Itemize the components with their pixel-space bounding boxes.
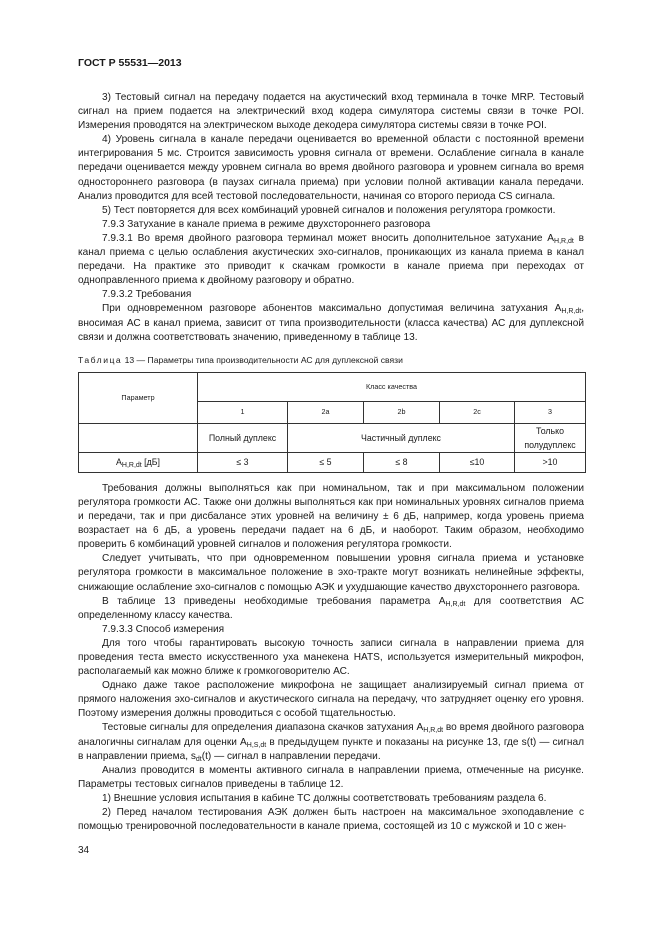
empty-cell <box>79 423 198 452</box>
paragraph-step-5: 5) Тест повторяется для всех комбинаций уровней сигналов и положения регулятора громкости. <box>102 204 556 216</box>
duplex-partial-cell: Частичный дуплекс <box>288 423 515 452</box>
class-cell: 2c <box>440 401 515 423</box>
table-caption: Таблица 13 — Параметры типа производительности АС для дуплексной связи <box>78 354 403 365</box>
performance-table <box>78 372 586 473</box>
paragraph-analysis: Анализ проводится в моменты активного сигнала в направлении приема, отмеченные на рисунке. Параметры тестовых сигналов приведены в таблице 12. <box>78 764 584 790</box>
class-cell: 2a <box>288 401 364 423</box>
section-heading-7-9-3: 7.9.3 Затухание в канале приема в режиме двухстороннего разговора <box>102 218 431 230</box>
paragraph-table-reference: В таблице 13 приведены необходимые требования параметра $A_{H,R,dt}$ для соответствия АС определенному классу качества. <box>78 595 584 621</box>
paragraph-7-9-3-1: 7.9.3.1 Во время двойного разговора терминал может вносить дополнительное затухание $A_{H,R,dt}$ в канал приема с целью ослабления акустических эхо-сигналов, проникающих из канала приема в канал передачи. На практике это приводит к скачкам громкости в канале приема при переходах от одноправленного приема к двойному разговору и обратно. <box>78 232 584 287</box>
duplex-half-cell: Только полудуплекс <box>515 423 586 452</box>
paragraph-microphone: Для того чтобы гарантировать высокую точность записи сигнала в направлении приема для проведения теста вместо искусственного уха манекена HATS, используется измерительный микрофон, располагаемый как можно ближе к громкоговорителю АС. <box>78 637 584 678</box>
paragraph-step-1: 1) Внешние условия испытания в кабине ТС должны соответствовать требованиям раздела 6. <box>102 792 547 804</box>
row-label-cell: $A_{H,R,dt}$ [дБ] <box>79 452 198 472</box>
paragraph-step-3: 3) Тестовый сигнал на передачу подается на акустический вход терминала в точке MRP. Тестовый сигнал на прием подается на электрический вход кодера симулятора системы связи в точке POI. Измерения проводятся на электрическом выходе декодера симулятора системы связи в точке POI. <box>78 92 584 132</box>
paragraph-volume-requirements: Требования должны выполняться как при номинальном, так и при максимальном положении регулятора громкости АС. Также они должны выполняться как при номинальных уровнях сигналов приема и передачи, так и при дисбалансе этих уровней на величину ± 6 дБ, например, когда уровень приема возрастает на 6 дБ, а уровень передачи падает на 6 дБ, и наоборот. Таким образом, необходимо проверить 6 комбинаций уровней сигналов и положения регулятора громкости. <box>78 482 584 551</box>
paragraph-requirements: При одновременном разговоре абонентов максимально допустимая величина затухания $A_{H,R,dt}$, вносимая АС в канал приема, зависит от типа производительности (класса качества) АС для дуплексной связи и должна соответствовать значению, приведенному в таблице 13. <box>78 303 584 343</box>
value-cell: ≤10 <box>440 452 515 472</box>
value-cell: ≤ 3 <box>198 452 288 472</box>
paragraph-step-2: 2) Перед началом тестирования АЭК должен быть настроен на максимальное эхоподавление с помощью тренировочной последовательности в канале приема, состоящей из 10 с мужской и 10 с жен- <box>78 807 584 833</box>
class-header: Класс качества <box>198 372 586 401</box>
document-header: ГОСТ Р 55531—2013 <box>78 57 182 69</box>
paragraph-nonlinear-effects: Следует учитывать, что при одновременном повышении уровня сигнала приема и установке регулятора громкости в максимальное положение в эхо-тракте могут возникать нелинейные эффекты, снижающие ослабление эхо-сигналов с помощью АЭК и ухудшающие качество двухстороннего разговора. <box>78 553 584 593</box>
document-body <box>78 91 584 834</box>
class-cell: 1 <box>198 401 288 423</box>
value-cell: ≤ 5 <box>288 452 364 472</box>
section-heading-7-9-3-2: 7.9.3.2 Требования <box>102 289 192 301</box>
value-cell: ≤ 8 <box>364 452 440 472</box>
section-heading-7-9-3-3: 7.9.3.3 Способ измерения <box>102 623 225 635</box>
paragraph-echo: Однако даже такое расположение микрофона не защищает анализируемый сигнал приема от прямого наложения эхо-сигналов и акустического сигнала на передачу, что затрудняет оценку его уровня. Поэтому измерения должны проводиться с особой тщательностью. <box>78 680 584 720</box>
page-number: 34 <box>78 845 90 856</box>
class-cell: 2b <box>364 401 440 423</box>
class-cell: 3 <box>515 401 586 423</box>
paragraph-test-signals: Тестовые сигналы для определения диапазона скачков затухания $A_{H,R,dt}$ во время двойного разговора аналогичны сигналам для оценки $A_{H,S,dt}$ в предыдущем пункте и показаны на рисунке 13, где s(t) — сигнал в направлении приема, $s_{dt}(t)$ — сигнал в направлении передачи. <box>78 722 584 763</box>
duplex-full-cell: Полный дуплекс <box>198 423 288 452</box>
value-cell: >10 <box>515 452 586 472</box>
paragraph-step-4: 4) Уровень сигнала в канале передачи оценивается во временной области с постоянной времени интегрирования 5 мс. Строится зависимость уровня сигнала от времени. Ослабление сигнала в канале передачи оценивается между уровнем сигнала во время двойного разговора и уровнем сигнала во время одностороннего разговора (в паузах сигнала приема) при условии полной активации канала передачи. Анализ проводится для всей тестовой последовательности, начиная со второго периода CS сигнала. <box>78 134 584 202</box>
param-header: Параметр <box>79 372 198 423</box>
